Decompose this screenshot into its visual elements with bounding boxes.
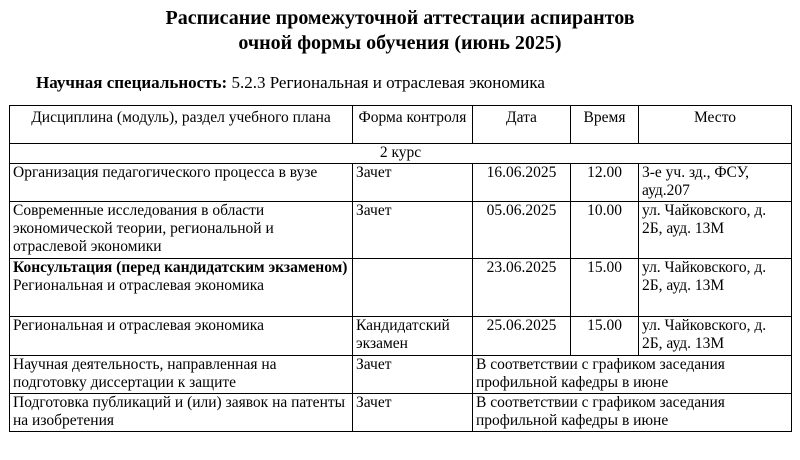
row-discipline: Организация педагогического процесса в вузе <box>10 164 353 202</box>
row-place: ул. Чайковского, д. 2Б, ауд. 13М <box>639 317 792 356</box>
row-form: Зачет <box>353 394 473 432</box>
table-row <box>10 202 792 259</box>
row-form: Кандидатский экзамен <box>353 317 473 356</box>
row-discipline: Научная деятельность, направленная на подготовку диссертации к защите <box>10 356 353 394</box>
row-discipline <box>10 259 353 317</box>
row-date: 23.06.2025 <box>473 259 571 317</box>
row-discipline: Региональная и отраслевая экономика <box>10 317 353 356</box>
row-form: Зачет <box>353 164 473 202</box>
row-place: ул. Чайковского, д. 2Б, ауд. 13М <box>639 202 792 259</box>
row-date: 05.06.2025 <box>473 202 571 259</box>
header-date: Дата <box>473 106 571 144</box>
row-discipline-sub: Региональная и отраслевая экономика <box>13 277 264 294</box>
row-date: 25.06.2025 <box>473 317 571 356</box>
row-place: ул. Чайковского, д. 2Б, ауд. 13М <box>639 259 792 317</box>
header-form: Форма контроля <box>353 106 473 144</box>
course-row <box>10 144 792 164</box>
row-schedule-note: В соответствии с графиком заседания профильной кафедры в июне <box>473 394 792 432</box>
table-row <box>10 356 792 394</box>
row-time: 15.00 <box>571 317 639 356</box>
row-form <box>353 259 473 317</box>
row-schedule-note: В соответствии с графиком заседания профильной кафедры в июне <box>473 356 792 394</box>
row-discipline: Современные исследования в области экономической теории, региональной и отраслевой экономики <box>10 202 353 259</box>
header-time: Время <box>571 106 639 144</box>
row-time: 10.00 <box>571 202 639 259</box>
row-form: Зачет <box>353 202 473 259</box>
row-place: 3-е уч. зд., ФСУ, ауд.207 <box>639 164 792 202</box>
course-label: 2 курс <box>10 144 792 164</box>
row-form: Зачет <box>353 356 473 394</box>
specialty-line <box>36 72 545 94</box>
table-row <box>10 394 792 432</box>
table-row <box>10 164 792 202</box>
row-time: 15.00 <box>571 259 639 317</box>
row-discipline: Подготовка публикаций и (или) заявок на патенты на изобретения <box>10 394 353 432</box>
title-line-1: Расписание промежуточной аттестации аспирантов <box>165 7 635 29</box>
document-title <box>0 6 800 56</box>
table-row <box>10 259 792 317</box>
row-discipline-bold: Консультация (перед кандидатским экзаменом) <box>13 259 348 276</box>
header-place: Место <box>639 106 792 144</box>
row-time: 12.00 <box>571 164 639 202</box>
row-date: 16.06.2025 <box>473 164 571 202</box>
table-header-row <box>10 106 792 144</box>
specialty-value: 5.2.3 Региональная и отраслевая экономика <box>227 73 545 92</box>
table-row <box>10 317 792 356</box>
specialty-label: Научная специальность: <box>36 73 228 92</box>
title-line-2: очной формы обучения (июнь 2025) <box>238 32 562 54</box>
header-discipline: Дисциплина (модуль), раздел учебного плана <box>10 106 353 144</box>
schedule-table <box>9 105 792 432</box>
